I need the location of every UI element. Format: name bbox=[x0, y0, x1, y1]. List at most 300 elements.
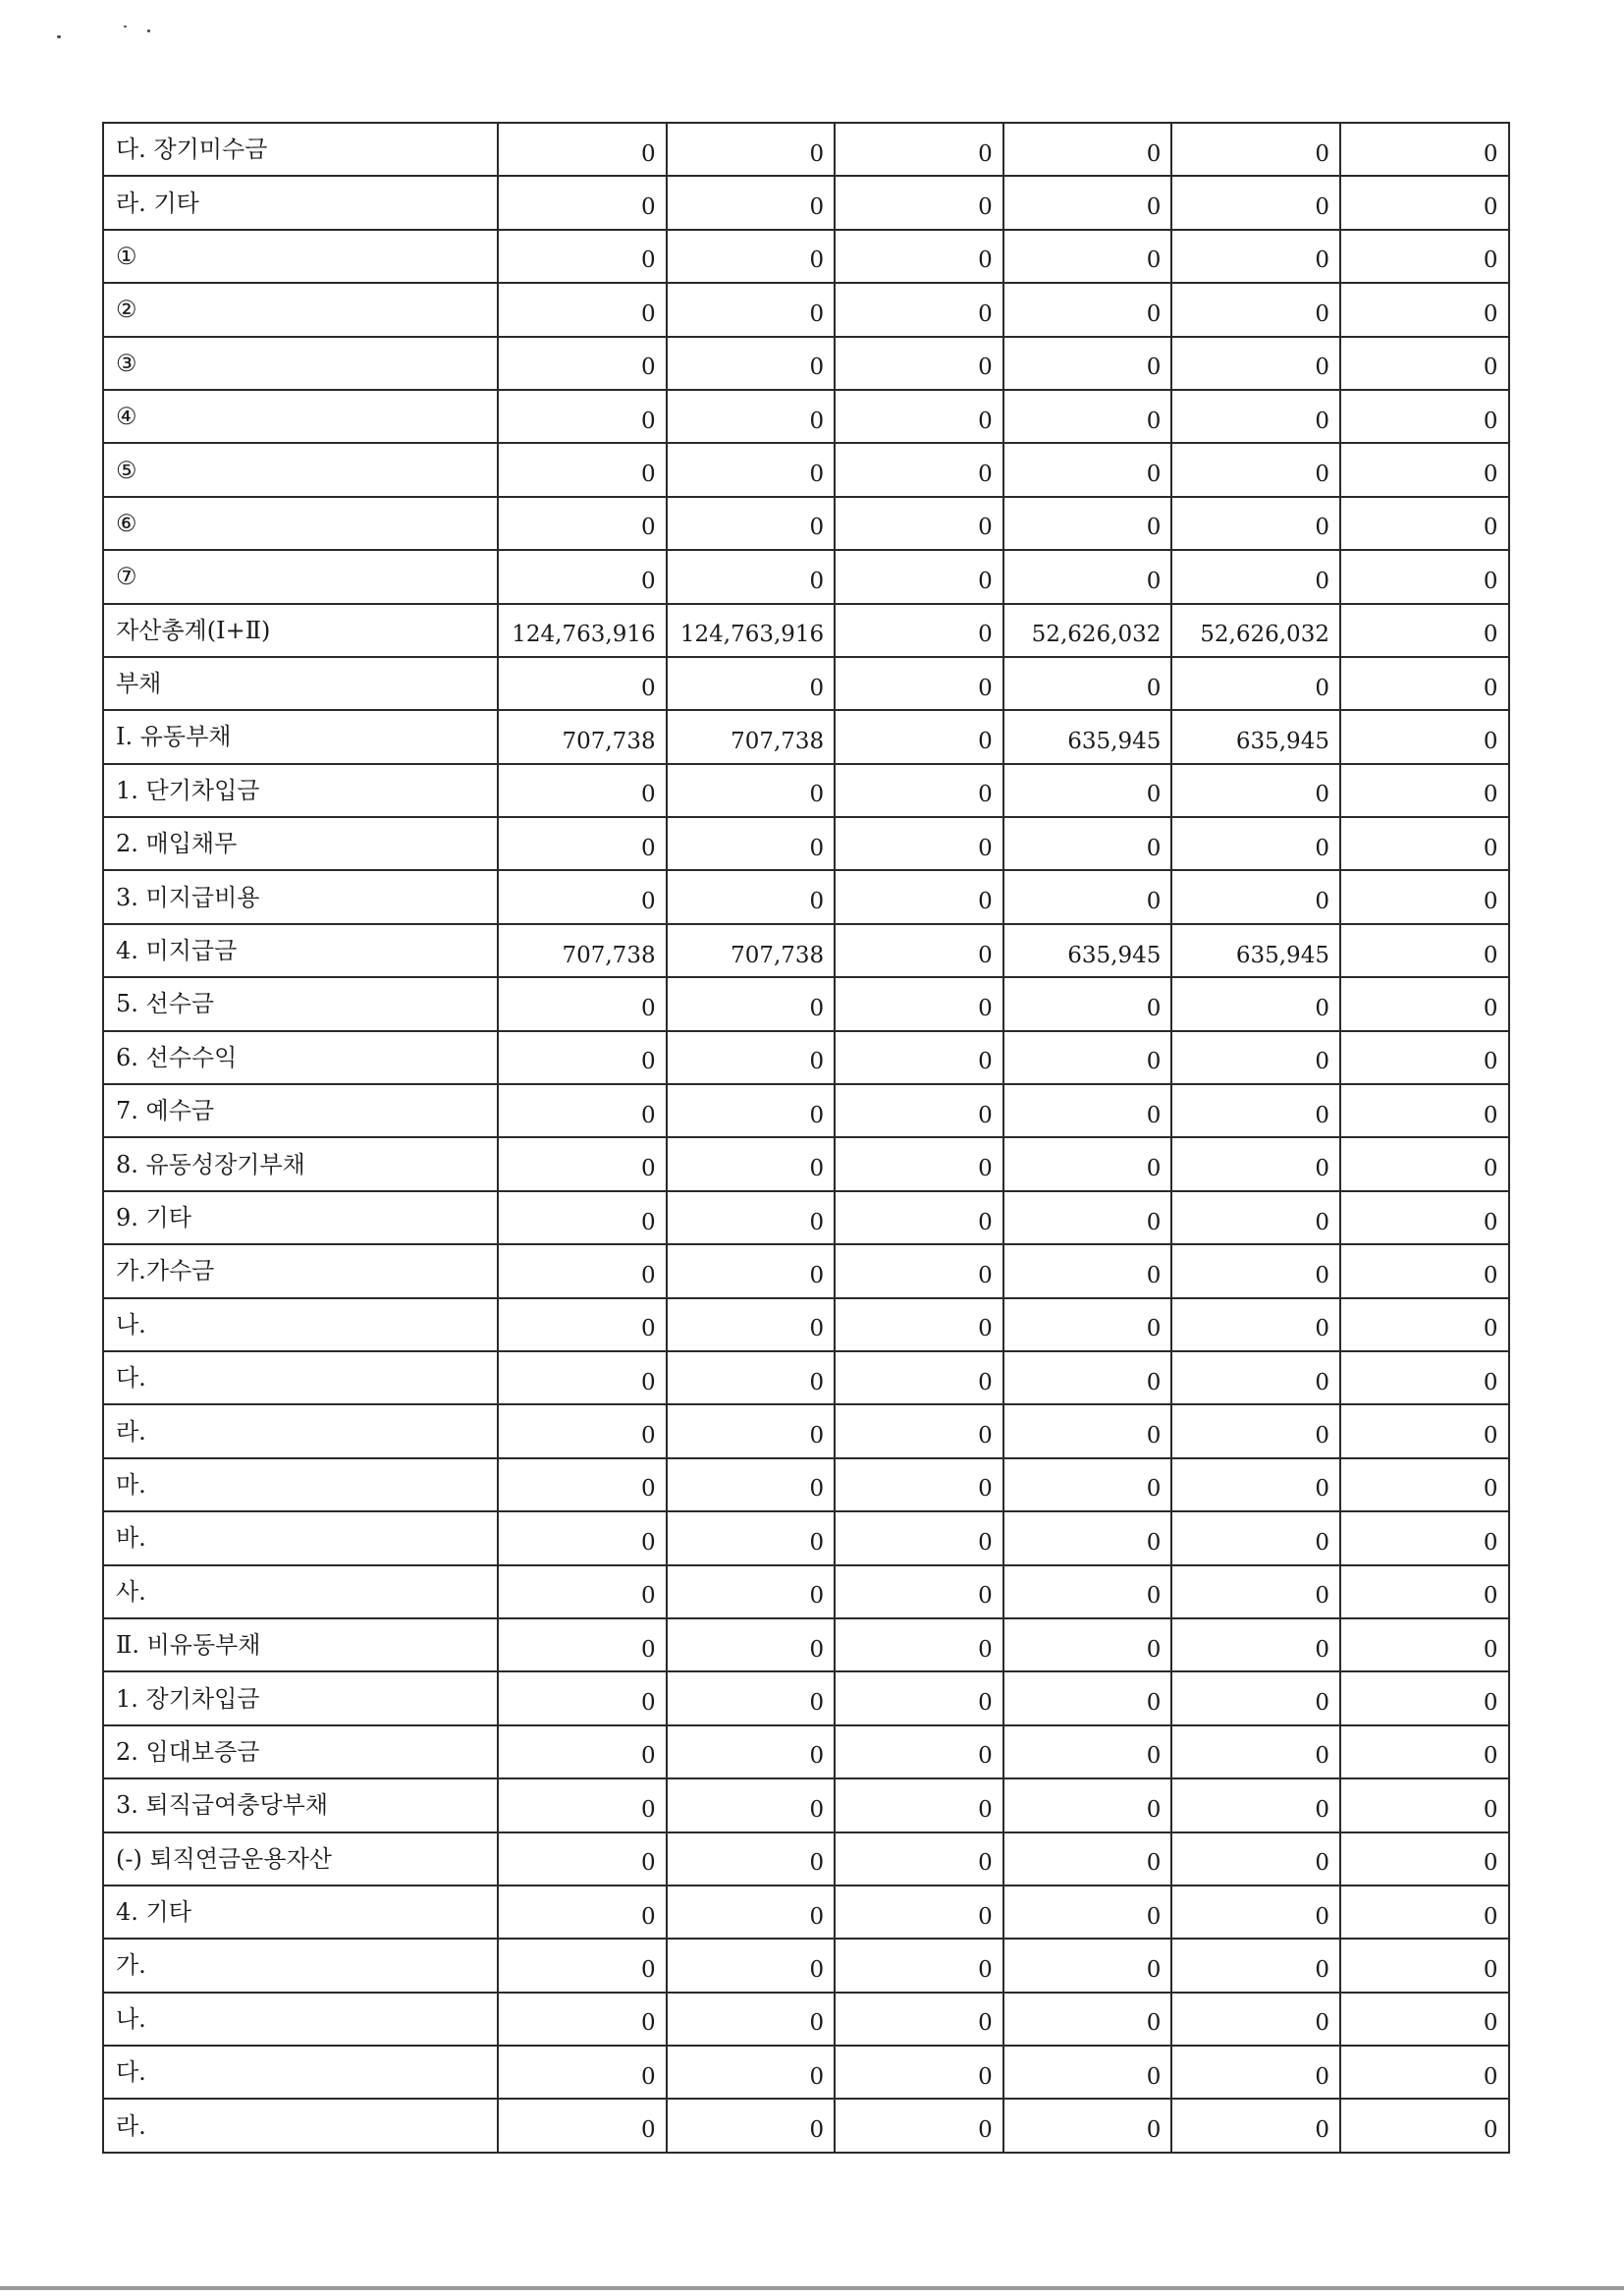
amount-cell: 0 bbox=[1003, 337, 1172, 390]
amount-cell: 0 bbox=[835, 817, 1003, 870]
scan-mark bbox=[147, 29, 150, 32]
amount-cell: 0 bbox=[667, 176, 836, 229]
amount-cell: 0 bbox=[1171, 230, 1340, 283]
table-row bbox=[103, 2046, 1509, 2099]
row-label: 2. 매입채무 bbox=[103, 817, 498, 870]
table-row bbox=[103, 764, 1509, 817]
amount-cell: 0 bbox=[498, 657, 667, 710]
amount-cell: 0 bbox=[498, 1351, 667, 1404]
amount-cell: 0 bbox=[1171, 1565, 1340, 1618]
amount-cell: 0 bbox=[1003, 1832, 1172, 1886]
amount-cell: 635,945 bbox=[1003, 710, 1172, 763]
amount-cell: 0 bbox=[835, 1511, 1003, 1564]
amount-cell: 0 bbox=[498, 1832, 667, 1886]
amount-cell: 0 bbox=[498, 1244, 667, 1297]
scan-mark bbox=[57, 35, 61, 38]
row-label: ⑦ bbox=[103, 550, 498, 603]
row-label: 부채 bbox=[103, 657, 498, 710]
amount-cell: 0 bbox=[667, 1778, 836, 1831]
amount-cell: 0 bbox=[498, 497, 667, 550]
amount-cell: 0 bbox=[835, 1725, 1003, 1778]
amount-cell: 0 bbox=[835, 1671, 1003, 1724]
amount-cell: 0 bbox=[667, 1404, 836, 1457]
amount-cell: 0 bbox=[667, 1618, 836, 1671]
amount-cell: 0 bbox=[1171, 390, 1340, 443]
amount-cell: 0 bbox=[1340, 230, 1509, 283]
amount-cell: 0 bbox=[1340, 497, 1509, 550]
row-label: 8. 유동성장기부채 bbox=[103, 1137, 498, 1190]
amount-cell: 0 bbox=[667, 230, 836, 283]
amount-cell: 0 bbox=[1171, 1671, 1340, 1724]
table-body bbox=[103, 123, 1509, 2153]
amount-cell: 0 bbox=[1171, 1618, 1340, 1671]
amount-cell: 0 bbox=[1340, 2046, 1509, 2099]
amount-cell: 0 bbox=[1171, 1993, 1340, 2046]
table-row bbox=[103, 1031, 1509, 1084]
amount-cell: 0 bbox=[667, 1565, 836, 1618]
amount-cell: 0 bbox=[835, 550, 1003, 603]
amount-cell: 0 bbox=[1340, 1351, 1509, 1404]
amount-cell: 0 bbox=[498, 1511, 667, 1564]
row-label: Ⅰ. 유동부채 bbox=[103, 710, 498, 763]
amount-cell: 0 bbox=[1340, 1244, 1509, 1297]
amount-cell: 0 bbox=[1340, 337, 1509, 390]
amount-cell: 0 bbox=[835, 443, 1003, 496]
row-label: 나. bbox=[103, 1993, 498, 2046]
amount-cell: 635,945 bbox=[1003, 924, 1172, 977]
amount-cell: 0 bbox=[1340, 1725, 1509, 1778]
amount-cell: 0 bbox=[667, 977, 836, 1030]
amount-cell: 0 bbox=[498, 230, 667, 283]
amount-cell: 0 bbox=[835, 1404, 1003, 1457]
table-row bbox=[103, 977, 1509, 1030]
amount-cell: 0 bbox=[1171, 817, 1340, 870]
amount-cell: 0 bbox=[1340, 604, 1509, 657]
amount-cell: 0 bbox=[1340, 870, 1509, 923]
amount-cell: 0 bbox=[1340, 1832, 1509, 1886]
amount-cell: 0 bbox=[1171, 550, 1340, 603]
amount-cell: 0 bbox=[1340, 176, 1509, 229]
amount-cell: 0 bbox=[835, 764, 1003, 817]
amount-cell: 0 bbox=[1003, 1939, 1172, 1992]
amount-cell: 0 bbox=[1003, 1084, 1172, 1137]
amount-cell: 0 bbox=[498, 977, 667, 1030]
row-label: 다. bbox=[103, 2046, 498, 2099]
amount-cell: 0 bbox=[835, 1191, 1003, 1244]
row-label: Ⅱ. 비유동부채 bbox=[103, 1618, 498, 1671]
amount-cell: 707,738 bbox=[498, 924, 667, 977]
amount-cell: 0 bbox=[498, 1939, 667, 1992]
amount-cell: 52,626,032 bbox=[1171, 604, 1340, 657]
amount-cell: 0 bbox=[1003, 497, 1172, 550]
amount-cell: 0 bbox=[667, 1458, 836, 1511]
amount-cell: 0 bbox=[498, 1031, 667, 1084]
amount-cell: 0 bbox=[1003, 2099, 1172, 2152]
amount-cell: 0 bbox=[1340, 1565, 1509, 1618]
amount-cell: 0 bbox=[1003, 1671, 1172, 1724]
amount-cell: 0 bbox=[835, 1031, 1003, 1084]
amount-cell: 0 bbox=[835, 497, 1003, 550]
table-row bbox=[103, 1671, 1509, 1724]
amount-cell: 0 bbox=[498, 1618, 667, 1671]
amount-cell: 0 bbox=[1003, 1191, 1172, 1244]
scan-mark bbox=[124, 26, 127, 27]
amount-cell: 0 bbox=[667, 1993, 836, 2046]
amount-cell: 0 bbox=[1003, 657, 1172, 710]
row-label: ⑥ bbox=[103, 497, 498, 550]
amount-cell: 0 bbox=[1171, 1832, 1340, 1886]
amount-cell: 0 bbox=[498, 1298, 667, 1351]
amount-cell: 0 bbox=[1003, 764, 1172, 817]
table-row bbox=[103, 176, 1509, 229]
table-row bbox=[103, 2099, 1509, 2152]
amount-cell: 0 bbox=[498, 1778, 667, 1831]
amount-cell: 0 bbox=[835, 924, 1003, 977]
amount-cell: 0 bbox=[667, 1832, 836, 1886]
amount-cell: 0 bbox=[1003, 1244, 1172, 1297]
amount-cell: 0 bbox=[498, 1137, 667, 1190]
table-row bbox=[103, 1886, 1509, 1939]
amount-cell: 0 bbox=[1171, 1886, 1340, 1939]
amount-cell: 0 bbox=[835, 1618, 1003, 1671]
amount-cell: 0 bbox=[667, 1886, 836, 1939]
amount-cell: 707,738 bbox=[498, 710, 667, 763]
amount-cell: 0 bbox=[1171, 1031, 1340, 1084]
amount-cell: 0 bbox=[1340, 390, 1509, 443]
amount-cell: 0 bbox=[498, 817, 667, 870]
amount-cell: 0 bbox=[1171, 1298, 1340, 1351]
amount-cell: 0 bbox=[498, 870, 667, 923]
row-label: ① bbox=[103, 230, 498, 283]
amount-cell: 0 bbox=[667, 1244, 836, 1297]
amount-cell: 0 bbox=[1003, 390, 1172, 443]
amount-cell: 0 bbox=[498, 1725, 667, 1778]
amount-cell: 0 bbox=[498, 764, 667, 817]
amount-cell: 0 bbox=[667, 1351, 836, 1404]
table-row bbox=[103, 1404, 1509, 1457]
amount-cell: 0 bbox=[1340, 1778, 1509, 1831]
amount-cell: 0 bbox=[1340, 1671, 1509, 1724]
amount-cell: 0 bbox=[1171, 176, 1340, 229]
amount-cell: 0 bbox=[1340, 1939, 1509, 1992]
amount-cell: 0 bbox=[498, 1993, 667, 2046]
amount-cell: 0 bbox=[667, 550, 836, 603]
table-row bbox=[103, 924, 1509, 977]
amount-cell: 0 bbox=[835, 1993, 1003, 2046]
row-label: (-) 퇴직연금운용자산 bbox=[103, 1832, 498, 1886]
amount-cell: 0 bbox=[1171, 1244, 1340, 1297]
table-row bbox=[103, 283, 1509, 336]
amount-cell: 0 bbox=[835, 1886, 1003, 1939]
amount-cell: 0 bbox=[835, 870, 1003, 923]
table-row bbox=[103, 1565, 1509, 1618]
table-row bbox=[103, 1191, 1509, 1244]
amount-cell: 0 bbox=[667, 497, 836, 550]
financial-statement-table bbox=[102, 122, 1510, 2154]
row-label: 1. 장기차입금 bbox=[103, 1671, 498, 1724]
amount-cell: 0 bbox=[667, 1031, 836, 1084]
amount-cell: 0 bbox=[1171, 1084, 1340, 1137]
amount-cell: 0 bbox=[1340, 1031, 1509, 1084]
amount-cell: 0 bbox=[1340, 924, 1509, 977]
amount-cell: 0 bbox=[1340, 2099, 1509, 2152]
amount-cell: 0 bbox=[1003, 2046, 1172, 2099]
amount-cell: 0 bbox=[667, 1511, 836, 1564]
amount-cell: 0 bbox=[498, 1458, 667, 1511]
table-row bbox=[103, 1458, 1509, 1511]
amount-cell: 0 bbox=[1171, 1511, 1340, 1564]
amount-cell: 0 bbox=[1340, 1191, 1509, 1244]
amount-cell: 124,763,916 bbox=[667, 604, 836, 657]
amount-cell: 0 bbox=[1003, 1565, 1172, 1618]
amount-cell: 0 bbox=[498, 390, 667, 443]
amount-cell: 0 bbox=[667, 1725, 836, 1778]
table-row bbox=[103, 230, 1509, 283]
amount-cell: 0 bbox=[835, 2099, 1003, 2152]
amount-cell: 0 bbox=[667, 1939, 836, 1992]
table-row bbox=[103, 1084, 1509, 1137]
row-label: 3. 미지급비용 bbox=[103, 870, 498, 923]
amount-cell: 0 bbox=[835, 1137, 1003, 1190]
row-label: 라. bbox=[103, 2099, 498, 2152]
amount-cell: 0 bbox=[835, 1939, 1003, 1992]
row-label: ③ bbox=[103, 337, 498, 390]
table-row bbox=[103, 497, 1509, 550]
amount-cell: 0 bbox=[1340, 1458, 1509, 1511]
row-label: 사. bbox=[103, 1565, 498, 1618]
amount-cell: 0 bbox=[1003, 443, 1172, 496]
row-label: 라. bbox=[103, 1404, 498, 1457]
amount-cell: 0 bbox=[1003, 870, 1172, 923]
amount-cell: 0 bbox=[1340, 1886, 1509, 1939]
amount-cell: 0 bbox=[667, 764, 836, 817]
table-row bbox=[103, 710, 1509, 763]
amount-cell: 0 bbox=[835, 604, 1003, 657]
amount-cell: 0 bbox=[835, 1458, 1003, 1511]
table-row bbox=[103, 390, 1509, 443]
amount-cell: 0 bbox=[1340, 657, 1509, 710]
amount-cell: 0 bbox=[1003, 1137, 1172, 1190]
amount-cell: 52,626,032 bbox=[1003, 604, 1172, 657]
amount-cell: 0 bbox=[1340, 710, 1509, 763]
amount-cell: 0 bbox=[835, 2046, 1003, 2099]
amount-cell: 0 bbox=[1171, 1939, 1340, 1992]
amount-cell: 0 bbox=[1171, 2099, 1340, 2152]
amount-cell: 0 bbox=[1340, 283, 1509, 336]
row-label: 나. bbox=[103, 1298, 498, 1351]
amount-cell: 0 bbox=[1340, 764, 1509, 817]
amount-cell: 0 bbox=[1171, 497, 1340, 550]
amount-cell: 0 bbox=[1340, 1993, 1509, 2046]
amount-cell: 0 bbox=[498, 283, 667, 336]
amount-cell: 0 bbox=[835, 657, 1003, 710]
amount-cell: 0 bbox=[1340, 817, 1509, 870]
amount-cell: 0 bbox=[1003, 1458, 1172, 1511]
amount-cell: 0 bbox=[1171, 123, 1340, 176]
table-row bbox=[103, 1244, 1509, 1297]
amount-cell: 0 bbox=[1171, 977, 1340, 1030]
table-row bbox=[103, 1725, 1509, 1778]
amount-cell: 0 bbox=[667, 2099, 836, 2152]
row-label: 3. 퇴직급여충당부채 bbox=[103, 1778, 498, 1831]
amount-cell: 0 bbox=[835, 710, 1003, 763]
row-label: 4. 기타 bbox=[103, 1886, 498, 1939]
amount-cell: 0 bbox=[1340, 123, 1509, 176]
amount-cell: 0 bbox=[1171, 1778, 1340, 1831]
amount-cell: 0 bbox=[835, 390, 1003, 443]
amount-cell: 0 bbox=[1171, 1351, 1340, 1404]
row-label: 라. 기타 bbox=[103, 176, 498, 229]
amount-cell: 0 bbox=[1003, 176, 1172, 229]
row-label: ⑤ bbox=[103, 443, 498, 496]
amount-cell: 0 bbox=[498, 1565, 667, 1618]
amount-cell: 0 bbox=[1340, 1618, 1509, 1671]
table-row bbox=[103, 1511, 1509, 1564]
amount-cell: 0 bbox=[667, 1671, 836, 1724]
amount-cell: 0 bbox=[1340, 1298, 1509, 1351]
amount-cell: 0 bbox=[1340, 550, 1509, 603]
table-row bbox=[103, 123, 1509, 176]
amount-cell: 0 bbox=[1340, 1137, 1509, 1190]
amount-cell: 0 bbox=[1003, 1298, 1172, 1351]
amount-cell: 0 bbox=[1340, 1511, 1509, 1564]
amount-cell: 0 bbox=[1340, 977, 1509, 1030]
row-label: 9. 기타 bbox=[103, 1191, 498, 1244]
amount-cell: 0 bbox=[835, 1832, 1003, 1886]
row-label: 마. bbox=[103, 1458, 498, 1511]
table-row bbox=[103, 1993, 1509, 2046]
amount-cell: 0 bbox=[835, 230, 1003, 283]
table-row bbox=[103, 870, 1509, 923]
amount-cell: 0 bbox=[1340, 1404, 1509, 1457]
amount-cell: 0 bbox=[1171, 870, 1340, 923]
table-row bbox=[103, 1939, 1509, 1992]
amount-cell: 0 bbox=[667, 657, 836, 710]
amount-cell: 707,738 bbox=[667, 924, 836, 977]
amount-cell: 0 bbox=[1003, 1725, 1172, 1778]
amount-cell: 0 bbox=[498, 443, 667, 496]
amount-cell: 0 bbox=[1003, 123, 1172, 176]
amount-cell: 0 bbox=[1003, 1351, 1172, 1404]
amount-cell: 0 bbox=[1003, 1031, 1172, 1084]
table-row bbox=[103, 1137, 1509, 1190]
row-label: 5. 선수금 bbox=[103, 977, 498, 1030]
amount-cell: 0 bbox=[667, 1298, 836, 1351]
amount-cell: 0 bbox=[1171, 1137, 1340, 1190]
row-label: ④ bbox=[103, 390, 498, 443]
table-row bbox=[103, 1618, 1509, 1671]
amount-cell: 0 bbox=[498, 176, 667, 229]
amount-cell: 635,945 bbox=[1171, 924, 1340, 977]
amount-cell: 0 bbox=[1171, 337, 1340, 390]
row-label: 2. 임대보증금 bbox=[103, 1725, 498, 1778]
amount-cell: 0 bbox=[1003, 1993, 1172, 2046]
page-bottom-edge bbox=[0, 2286, 1624, 2290]
amount-cell: 0 bbox=[667, 1191, 836, 1244]
amount-cell: 0 bbox=[667, 283, 836, 336]
table-row bbox=[103, 443, 1509, 496]
table-row bbox=[103, 550, 1509, 603]
amount-cell: 0 bbox=[835, 1351, 1003, 1404]
amount-cell: 0 bbox=[1003, 1404, 1172, 1457]
amount-cell: 0 bbox=[1003, 283, 1172, 336]
row-label: 바. bbox=[103, 1511, 498, 1564]
table-row bbox=[103, 657, 1509, 710]
amount-cell: 0 bbox=[1003, 817, 1172, 870]
amount-cell: 0 bbox=[1003, 1511, 1172, 1564]
amount-cell: 0 bbox=[498, 2046, 667, 2099]
amount-cell: 0 bbox=[1171, 1725, 1340, 1778]
table-row bbox=[103, 1778, 1509, 1831]
table-row bbox=[103, 337, 1509, 390]
amount-cell: 0 bbox=[498, 1084, 667, 1137]
amount-cell: 0 bbox=[667, 870, 836, 923]
row-label: 7. 예수금 bbox=[103, 1084, 498, 1137]
amount-cell: 0 bbox=[835, 337, 1003, 390]
amount-cell: 0 bbox=[835, 1084, 1003, 1137]
amount-cell: 0 bbox=[498, 550, 667, 603]
amount-cell: 635,945 bbox=[1171, 710, 1340, 763]
amount-cell: 0 bbox=[1003, 550, 1172, 603]
amount-cell: 0 bbox=[1003, 977, 1172, 1030]
row-label: 다. 장기미수금 bbox=[103, 123, 498, 176]
amount-cell: 0 bbox=[498, 1191, 667, 1244]
amount-cell: 0 bbox=[835, 1244, 1003, 1297]
table-row bbox=[103, 1832, 1509, 1886]
amount-cell: 0 bbox=[835, 977, 1003, 1030]
amount-cell: 0 bbox=[667, 1084, 836, 1137]
table-row bbox=[103, 817, 1509, 870]
amount-cell: 0 bbox=[1171, 1191, 1340, 1244]
row-label: 4. 미지급금 bbox=[103, 924, 498, 977]
amount-cell: 0 bbox=[1003, 230, 1172, 283]
amount-cell: 0 bbox=[498, 337, 667, 390]
amount-cell: 0 bbox=[498, 2099, 667, 2152]
amount-cell: 0 bbox=[1340, 1084, 1509, 1137]
table-row bbox=[103, 1351, 1509, 1404]
row-label: ② bbox=[103, 283, 498, 336]
amount-cell: 0 bbox=[667, 337, 836, 390]
amount-cell: 0 bbox=[667, 817, 836, 870]
amount-cell: 0 bbox=[667, 443, 836, 496]
row-label: 1. 단기차입금 bbox=[103, 764, 498, 817]
row-label: 가.가수금 bbox=[103, 1244, 498, 1297]
amount-cell: 124,763,916 bbox=[498, 604, 667, 657]
amount-cell: 0 bbox=[1171, 657, 1340, 710]
amount-cell: 0 bbox=[835, 283, 1003, 336]
amount-cell: 0 bbox=[1003, 1778, 1172, 1831]
amount-cell: 0 bbox=[667, 390, 836, 443]
amount-cell: 707,738 bbox=[667, 710, 836, 763]
amount-cell: 0 bbox=[1171, 1458, 1340, 1511]
amount-cell: 0 bbox=[498, 1886, 667, 1939]
amount-cell: 0 bbox=[667, 2046, 836, 2099]
table-row bbox=[103, 1298, 1509, 1351]
amount-cell: 0 bbox=[835, 1565, 1003, 1618]
row-label: 6. 선수수익 bbox=[103, 1031, 498, 1084]
amount-cell: 0 bbox=[1003, 1886, 1172, 1939]
amount-cell: 0 bbox=[835, 1298, 1003, 1351]
amount-cell: 0 bbox=[1003, 1618, 1172, 1671]
amount-cell: 0 bbox=[1171, 764, 1340, 817]
amount-cell: 0 bbox=[1171, 1404, 1340, 1457]
amount-cell: 0 bbox=[498, 1671, 667, 1724]
amount-cell: 0 bbox=[498, 1404, 667, 1457]
amount-cell: 0 bbox=[1171, 443, 1340, 496]
amount-cell: 0 bbox=[835, 123, 1003, 176]
amount-cell: 0 bbox=[835, 1778, 1003, 1831]
amount-cell: 0 bbox=[1171, 283, 1340, 336]
